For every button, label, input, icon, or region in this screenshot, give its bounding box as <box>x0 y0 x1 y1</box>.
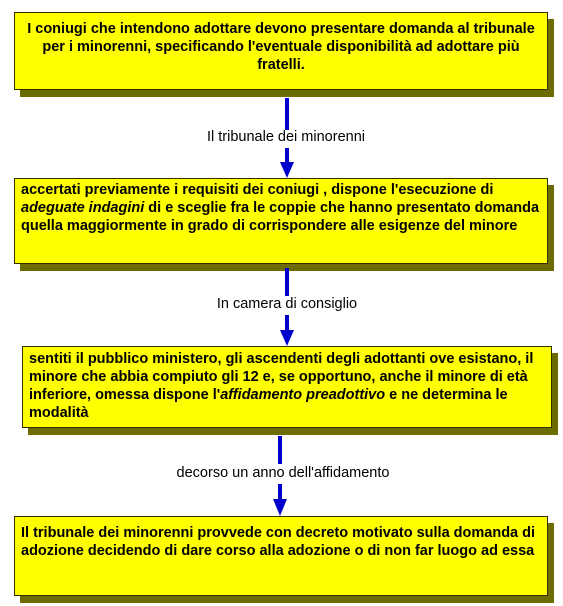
arrow-down-2-upper <box>279 268 295 296</box>
step-2-box <box>14 178 548 264</box>
step-4-box <box>14 516 548 596</box>
step-2-text-before: accertati previamente i requisiti dei coniugi , dispone l'esecuzione di <box>21 182 494 198</box>
step-3-text-after: e ne determina le modalità <box>29 387 508 421</box>
step-1-box <box>14 12 548 90</box>
connector-label-3: decorso un anno dell'affidamento <box>176 465 390 481</box>
step-2-text-after: di e sceglie fra le coppie che hanno presentato domanda quella maggiormente in grado di corrispondere alle esigenze del minore <box>21 200 540 234</box>
step-2-italic: adeguate indagini <box>21 200 145 216</box>
arrow-down-1-lower <box>279 148 295 178</box>
connector-label-1: Il tribunale dei minorenni <box>207 129 365 145</box>
arrow-down-3-upper <box>272 436 288 464</box>
arrow-down-2-lower <box>279 315 295 346</box>
connector-label-2: In camera di consiglio <box>216 296 358 312</box>
arrow-down-3-lower <box>272 484 288 516</box>
step-1-text: I coniugi che intendono adottare devono presentare domanda al tribunale per i minorenni, specificando l'eventuale disponibilità ad adottare più fratelli. <box>27 21 535 73</box>
arrow-down-1-upper <box>279 98 295 130</box>
step-3-text-before: sentiti il pubblico ministero, gli ascendenti degli adottanti ove esistano, il minore che abbia compiuto gli 12 e, se opportuno, anche il minore di età inferiore, omessa dispone l' <box>29 351 534 403</box>
step-4-text: Il tribunale dei minorenni provvede con decreto motivato sulla domanda di adozione decidendo di dare corso alla adozione o di non far luogo ad essa <box>21 525 536 559</box>
step-3-box <box>22 346 552 428</box>
step-3-italic: affidamento preadottivo <box>220 387 386 403</box>
